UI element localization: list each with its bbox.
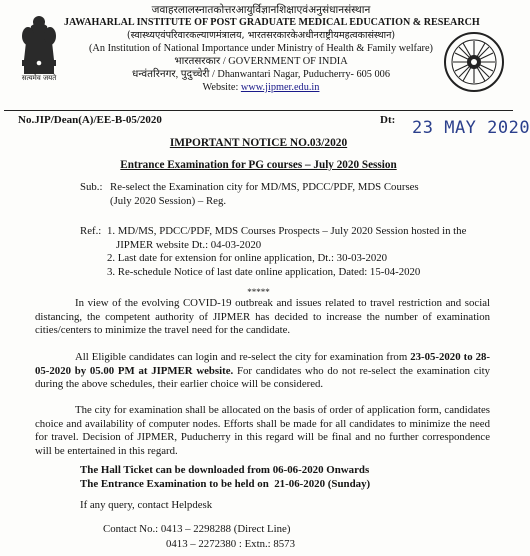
exam-title: Entrance Examination for PG courses – July 2020 Session bbox=[120, 159, 397, 171]
contact-number-extension: 0413 – 2272380 : Extn.: 8573 bbox=[166, 538, 295, 550]
national-emblem-icon bbox=[14, 12, 64, 104]
contact-line-1 bbox=[103, 523, 290, 537]
subject-text: Re-select the Examination city for MD/MS, PDCC/PDF, MDS Courses (July 2020 Session) – Reg. bbox=[110, 181, 419, 207]
exam-date-line: The Entrance Examination to be held on 21-06-2020 (Sunday) bbox=[80, 478, 371, 490]
institute-subtitle-hindi: (स्वास्थ्यएवंपरिवारकल्याणमंत्रालय, भारतसरकारकेअधीनराष्ट्रीयमहत्वकासंस्थान) bbox=[126, 30, 396, 41]
date-label: Dt: bbox=[380, 114, 396, 126]
institute-name-english: JAWAHARLAL INSTITUTE OF POST GRADUATE MEDICAL EDUCATION & RESEARCH bbox=[64, 17, 480, 28]
reference-item-3: 3. Re-schedule Notice of last date online application, Dated: 15-04-2020 bbox=[107, 266, 421, 278]
website-line bbox=[76, 82, 446, 95]
reselect-schedule: 23-05-2020 to 28-05-2020 by 05.00 PM at JIPMER website. bbox=[35, 351, 490, 377]
date-stamp: 23 MAY 2020 bbox=[412, 118, 530, 138]
paragraph-reselect bbox=[35, 351, 490, 392]
notice-title: IMPORTANT NOTICE NO.03/2020 bbox=[169, 137, 348, 149]
paragraph-allocation: The city for examination shall be allocated on the basis of order of application form, candidates choice and availability of computer nodes. Efforts shall be made for all candidates to minimize the need for travel. Decision of JIPMER, Puducherry in this regard will be final and no further correspondence will be entertained in this regard. bbox=[35, 404, 490, 457]
emblem-motto: सत्यमेव जयते bbox=[21, 74, 57, 82]
paragraph-reselect-start: All Eligible candidates can login and re-select the city for examination from bbox=[75, 351, 411, 363]
website-label: Website: bbox=[202, 82, 241, 93]
institute-subtitle-english: (An Institution of National Importance under Ministry of Health & Family welfare) bbox=[88, 43, 433, 54]
references-label: Ref.: bbox=[80, 225, 102, 237]
paragraph-reselect-end: For candidates who do not re-select the examination city during the above schedules, their earlier choice will be considered. bbox=[35, 364, 490, 391]
reference-number: No.JIP/Dean(A)/EE-B-05/2020 bbox=[18, 114, 162, 126]
address-line: धन्वंतरिनगर, पुदुच्चेरी / Dhanwantari Nagar, Puducherry- 605 006 bbox=[132, 69, 390, 80]
institute-seal-icon bbox=[443, 31, 505, 93]
section-separator: ***** bbox=[247, 287, 270, 297]
hall-ticket-line: The Hall Ticket can be downloaded from 06-06-2020 Onwards bbox=[80, 464, 370, 476]
query-text: If any query, contact Helpdesk bbox=[80, 499, 213, 511]
institute-name-hindi: जवाहरलालस्नातकोत्तरआयुर्विज्ञानशिक्षाएवंअनुसंधानसंस्थान bbox=[151, 4, 371, 16]
header-divider bbox=[4, 110, 513, 111]
website-link[interactable]: www.jipmer.edu.in bbox=[240, 82, 320, 93]
reference-item-2: 2. Last date for extension for online application, Dt.: 30-03-2020 bbox=[107, 252, 388, 264]
contact-number-direct: 0413 – 2298288 (Direct Line) bbox=[160, 523, 291, 535]
paragraph-covid: In view of the evolving COVID-19 outbreak and issues related to travel restriction and social distancing, the competent authority of JIPMER has decided to increase the number of examination cities/centers to minimize the travel need for the candidate. bbox=[35, 297, 490, 337]
government-line: भारतसरकार / GOVERNMENT OF INDIA bbox=[174, 56, 348, 67]
contact-label: Contact No.: bbox=[103, 523, 161, 535]
subject-label: Sub.: bbox=[80, 181, 103, 193]
reference-item-1: 1. MD/MS, PDCC/PDF, MDS Courses Prospects – July 2020 Session hosted in the JIPMER website Dt.: 04-03-2020 bbox=[107, 225, 467, 251]
